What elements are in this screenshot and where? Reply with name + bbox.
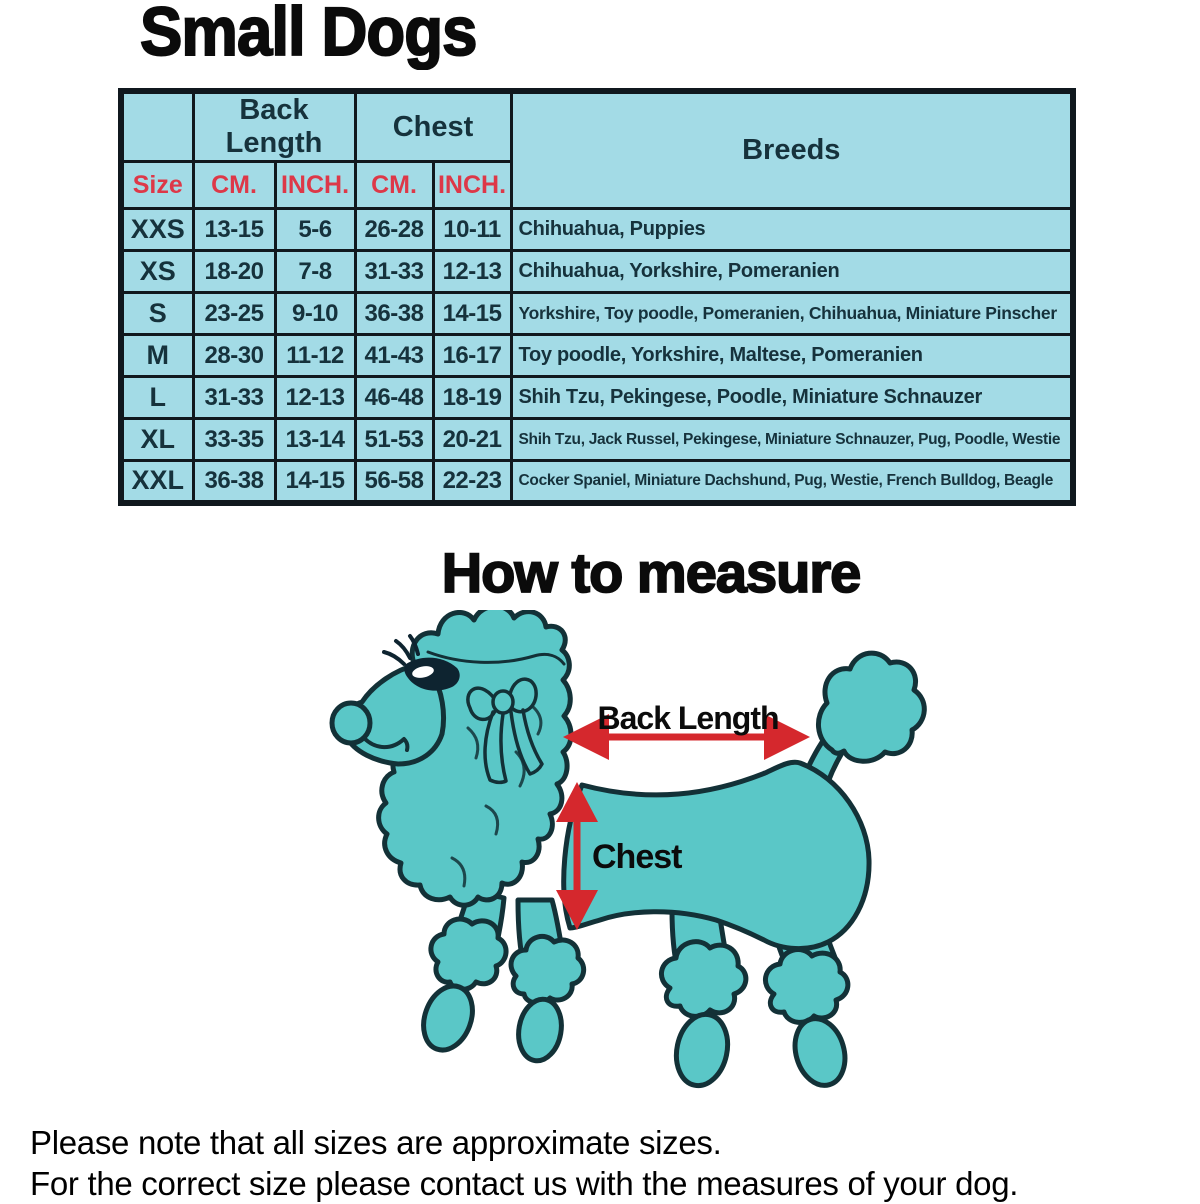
measurement-value: 10-11 [433,209,511,251]
tail-pompom [818,653,924,761]
measurement-value: 18-19 [433,377,511,419]
chest-cm-header: CM. [355,162,433,209]
measurement-value: 13-15 [193,209,275,251]
breeds-value: Chihuahua, Yorkshire, Pomeranien [511,251,1073,293]
front-ankle-poof-1 [431,919,506,989]
measurement-value: 36-38 [355,293,433,335]
back-length-label: Back Length [597,700,779,736]
rear-ankle-poof-2 [765,950,847,1023]
poodle-measure-diagram [320,610,930,1110]
size-value: XL [121,419,193,461]
back-length-group-header: Back Length [193,91,355,162]
measurement-value: 33-35 [193,419,275,461]
measurement-value: 26-28 [355,209,433,251]
table-row [121,251,1073,293]
size-value: S [121,293,193,335]
table-row [121,377,1073,419]
breeds-value: Shih Tzu, Jack Russel, Pekingese, Miniature Schnauzer, Pug, Poodle, Westie [511,419,1073,461]
size-value: M [121,335,193,377]
measurement-value: 11-12 [275,335,355,377]
chest-label: Chest [592,838,682,876]
breeds-value: Yorkshire, Toy poodle, Pomeranien, Chihuahua, Miniature Pinscher [511,293,1073,335]
measurement-value: 20-21 [433,419,511,461]
size-header: Size [121,162,193,209]
size-header-spacer [121,91,193,162]
measurement-value: 31-33 [193,377,275,419]
measurement-value: 23-25 [193,293,275,335]
breeds-value: Chihuahua, Puppies [511,209,1073,251]
measurement-value: 51-53 [355,419,433,461]
back-inch-header: INCH. [275,162,355,209]
measurement-value: 12-13 [433,251,511,293]
table-row [121,209,1073,251]
measurement-value: 13-14 [275,419,355,461]
measurement-value: 14-15 [433,293,511,335]
measurement-value: 31-33 [355,251,433,293]
measurement-value: 41-43 [355,335,433,377]
front-leg-1 [415,890,506,1057]
size-disclaimer [30,1122,1190,1204]
disclaimer-line-1: Please note that all sizes are approximate sizes. [30,1124,722,1161]
breeds-value: Toy poodle, Yorkshire, Maltese, Pomeranien [511,335,1073,377]
measurement-value: 22-23 [433,461,511,503]
chest-inch-header: INCH. [433,162,511,209]
table-row [121,461,1073,503]
poodle-illustration [320,610,930,1110]
breeds-value: Cocker Spaniel, Miniature Dachshund, Pug, Westie, French Bulldog, Beagle [511,461,1073,503]
measurement-value: 16-17 [433,335,511,377]
measurement-value: 12-13 [275,377,355,419]
disclaimer-line-2: For the correct size please contact us with the measures of your dog. [30,1165,1019,1202]
breeds-header: Breeds [511,91,1073,209]
measurement-value: 36-38 [193,461,275,503]
rear-leg-1 [661,905,745,1090]
measurement-value: 14-15 [275,461,355,503]
size-value: L [121,377,193,419]
back-cm-header: CM. [193,162,275,209]
front-paw-2 [514,996,566,1064]
chest-group-header: Chest [355,91,511,162]
measurement-value: 7-8 [275,251,355,293]
measurement-value: 5-6 [275,209,355,251]
size-value: XXS [121,209,193,251]
how-to-measure-title: How to measure [441,541,861,604]
table-row [121,419,1073,461]
measurement-value: 9-10 [275,293,355,335]
measurement-value: 18-20 [193,251,275,293]
size-value: XXL [121,461,193,503]
measurement-value: 46-48 [355,377,433,419]
breeds-value: Shih Tzu, Pekingese, Poodle, Miniature Schnauzer [511,377,1073,419]
measurement-value: 56-58 [355,461,433,503]
front-paw-1 [415,979,481,1057]
measurement-value: 28-30 [193,335,275,377]
size-chart-table [118,88,1076,506]
table-row [121,335,1073,377]
size-table-body [121,209,1073,503]
size-value: XS [121,251,193,293]
page-title: Small Dogs [140,0,477,70]
table-row [121,293,1073,335]
rear-paw-1 [670,1010,734,1091]
